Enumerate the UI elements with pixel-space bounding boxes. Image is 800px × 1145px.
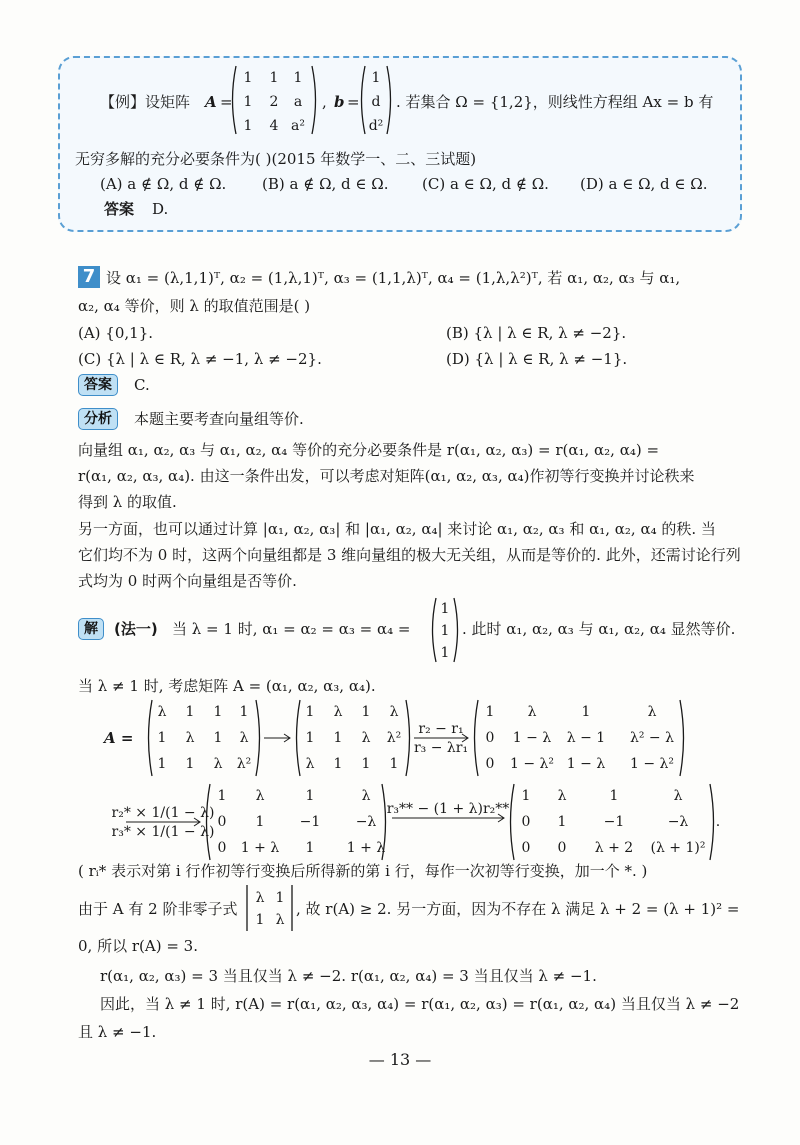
matrix-row-2 — [0, 778, 800, 868]
rank-line-1c: 0, 所以 r(A) = 3. — [78, 937, 198, 955]
matrix-label: A = — [104, 729, 134, 747]
matrix-right-paren — [406, 700, 410, 776]
option-d: (D) {λ | λ ∈ R, λ ≠ −1}. — [446, 350, 628, 368]
star-note: ( rᵢ* 表示对第 i 行作初等行变换后所得新的第 i 行，每作一次初等行变换，加一个 *. ) — [78, 862, 648, 880]
matrix-m3-cell: 1 − λ — [566, 756, 606, 772]
example-option-a: (A) a ∉ Ω, d ∉ Ω. — [100, 175, 227, 193]
analysis-p1-line3: 得到 λ 的取值. — [78, 493, 177, 511]
matrix-m3-cell: λ — [527, 704, 537, 720]
matrix-left-paren — [207, 784, 211, 860]
matrix-m3-cell: 1 − λ² — [509, 756, 555, 772]
analysis-p1-line2: r(α₁, α₂, α₃, α₄). 由这一条件出发，可以考虑对矩阵(α₁, α₂, α₃, α₄)作初等行变换并讨论秩来 — [78, 467, 695, 485]
rank-line-3b: 且 λ ≠ −1. — [78, 1023, 157, 1041]
answer-tag: 答案 — [78, 374, 118, 396]
matrix-m4-cell: 0 — [217, 840, 227, 856]
transform-op-top: r₂ − r₁ — [418, 721, 464, 737]
matrix-m3-cell: 0 — [485, 730, 495, 746]
matrix-m3-cell: λ² − λ — [630, 730, 674, 746]
matrix-m5-cell: λ — [673, 788, 683, 804]
matrix-m1-cell: 1 — [213, 704, 223, 720]
matrix-m2-cell: 1 — [333, 730, 343, 746]
minor-cell: 1 — [275, 890, 285, 906]
matrix-m3-cell: λ − 1 — [566, 730, 606, 746]
matrix-m4-cell: 0 — [217, 814, 227, 830]
minor-cell: 1 — [255, 912, 265, 928]
matrix-m4-cell: λ — [255, 788, 265, 804]
example-lead: 【例】设矩阵 — [100, 93, 191, 111]
matrix-m2-cell: 1 — [361, 704, 371, 720]
example-answer: D. — [152, 200, 169, 218]
example-matrix-A — [228, 62, 320, 138]
answer-text: C. — [134, 376, 150, 394]
matrix-m5-cell: 0 — [557, 840, 567, 856]
example-answer-label: 答案 — [104, 200, 135, 218]
matrix-m3-cell: λ — [647, 704, 657, 720]
matrix-m2-cell: 1 — [333, 756, 343, 772]
matrix-m2-cell: 1 — [389, 756, 399, 772]
problem-stem-2: α₂, α₄ 等价，则 λ 的取值范围是( ) — [78, 297, 311, 315]
matrix-m5-cell: 1 — [609, 788, 619, 804]
matrix-m1-cell: 1 — [213, 730, 223, 746]
example-condition: . 若集合 Ω = {1,2}，则线性方程组 Ax = b 有 — [396, 93, 714, 111]
example-A-cell: 1 — [293, 70, 303, 86]
matrix-m4-cell: 1 + λ — [346, 840, 386, 856]
matrix-m4-cell: 1 — [255, 814, 265, 830]
option-a: (A) {0,1}. — [78, 324, 154, 342]
analysis-text: 本题主要考查向量组等价. — [134, 410, 304, 428]
transform-op-top: r₂* × 1/(1 − λ) — [111, 805, 215, 821]
matrix-m2-cell: 1 — [305, 704, 315, 720]
matrix-m4-cell: 1 — [305, 840, 315, 856]
example-b-name: b — [334, 93, 345, 111]
page-number: — 13 — — [368, 1050, 432, 1069]
problem-stem-1: 设 α₁ = (λ,1,1)ᵀ, α₂ = (1,λ,1)ᵀ, α₃ = (1,1,λ)ᵀ, α₄ = (1,λ,λ²)ᵀ, 若 α₁, α₂, α₃ 与 α₁, — [106, 269, 681, 287]
option-b: (B) {λ | λ ∈ R, λ ≠ −2}. — [446, 324, 627, 342]
matrix-m3-cell: 1 — [581, 704, 591, 720]
example-b-cell: 1 — [371, 70, 381, 86]
matrix-m4-cell: 1 + λ — [240, 840, 280, 856]
matrix-right-paren — [256, 700, 260, 776]
option-c: (C) {λ | λ ∈ R, λ ≠ −1, λ ≠ −2}. — [78, 350, 322, 368]
matrix-m1-cell: 1 — [185, 756, 195, 772]
rank-line-2: r(α₁, α₂, α₃) = 3 当且仅当 λ ≠ −2. r(α₁, α₂, α₄) = 3 当且仅当 λ ≠ −1. — [100, 967, 597, 985]
solution-vector-cell: 1 — [440, 601, 450, 617]
example-A-cell: 1 — [269, 70, 279, 86]
matrix-left-paren — [475, 700, 479, 776]
rank-line-1b: , 故 r(A) ≥ 2. 另一方面，因为不存在 λ 满足 λ + 2 = (λ + 1)² = — [296, 900, 740, 918]
matrix-m5-cell: −1 — [603, 814, 625, 830]
rank-line-3a: 因此，当 λ ≠ 1 时, r(A) = r(α₁, α₂, α₃, α₄) = r(α₁, α₂, α₃) = r(α₁, α₂, α₄) 当且仅当 λ ≠ −2 — [100, 995, 740, 1013]
rank-line-1a: 由于 A 有 2 阶非零子式 — [78, 900, 238, 918]
matrix-left-paren — [149, 700, 153, 776]
solution-vector-cell: 1 — [440, 623, 450, 639]
analysis-p1-line1: 向量组 α₁, α₂, α₃ 与 α₁, α₂, α₄ 等价的充分必要条件是 r(α₁, α₂, α₃) = r(α₁, α₂, α₄) = — [78, 441, 660, 459]
minor-cell: λ — [255, 890, 265, 906]
example-vector-b — [357, 62, 395, 138]
matrix-m4-cell: λ — [361, 788, 371, 804]
matrix-left-paren — [511, 784, 515, 860]
minor-cell: λ — [275, 912, 285, 928]
example-A-cell: a — [293, 94, 303, 110]
matrix-m1-cell: λ — [157, 704, 167, 720]
solution-vector-cell: 1 — [440, 645, 450, 661]
solution-method: (法一) — [114, 620, 158, 638]
problem-number: 7 — [78, 266, 100, 288]
example-line2: 无穷多解的充分必要条件为( )(2015 年数学一、二、三试题) — [75, 150, 477, 168]
matrix-m1-cell: λ — [185, 730, 195, 746]
example-b-cell: d² — [368, 118, 384, 134]
example-A-cell: 1 — [243, 94, 253, 110]
example-option-d: (D) a ∈ Ω, d ∈ Ω. — [580, 175, 708, 193]
transform-op-bottom: r₃* × 1/(1 − λ) — [111, 824, 215, 840]
matrix-right-paren — [710, 784, 714, 860]
matrix-m1-cell: 1 — [239, 704, 249, 720]
transform-op-top: r₃** − (1 + λ)r₂** — [386, 801, 510, 817]
matrix-m4-cell: 1 — [217, 788, 227, 804]
example-A-cell: 1 — [243, 70, 253, 86]
example-A-name: A — [205, 93, 217, 111]
example-A-cell: 1 — [243, 118, 253, 134]
analysis-tag: 分析 — [78, 408, 118, 430]
matrix-m2-cell: λ² — [386, 730, 402, 746]
matrix-m2-cell: λ — [305, 756, 315, 772]
matrix-m4-cell: 1 — [305, 788, 315, 804]
case-lambda-ne-1: 当 λ ≠ 1 时, 考虑矩阵 A = (α₁, α₂, α₃, α₄). — [78, 677, 376, 695]
matrix-m5-cell: λ — [557, 788, 567, 804]
matrix-left-paren — [297, 700, 301, 776]
matrix-m1-cell: λ² — [236, 756, 252, 772]
matrix-m1-cell: 1 — [157, 730, 167, 746]
minor-determinant — [244, 882, 296, 934]
matrix-m5-cell: −λ — [667, 814, 689, 830]
matrix-m2-cell: λ — [389, 704, 399, 720]
matrix-m4-cell: −λ — [355, 814, 377, 830]
matrix-row-1 — [0, 694, 800, 784]
matrix-m5-cell: 1 — [521, 788, 531, 804]
example-option-c: (C) a ∈ Ω, d ∉ Ω. — [422, 175, 549, 193]
matrix-m2-cell: λ — [333, 704, 343, 720]
solution-text-2: . 此时 α₁, α₂, α₃ 与 α₁, α₂, α₄ 显然等价. — [462, 620, 736, 638]
matrix-right-paren — [680, 700, 684, 776]
matrix-m4-cell: −1 — [299, 814, 321, 830]
matrix-m5-cell: 0 — [521, 814, 531, 830]
example-b-cell: d — [371, 94, 381, 110]
solution-text-1: 当 λ = 1 时, α₁ = α₂ = α₃ = α₄ = — [172, 620, 411, 638]
matrix-m1-cell: 1 — [157, 756, 167, 772]
matrix-m1-cell: 1 — [185, 704, 195, 720]
matrix-m5-cell: λ + 2 — [594, 840, 634, 856]
solution-vector — [428, 594, 462, 666]
matrix-m2-cell: λ — [361, 730, 371, 746]
matrix-m1-cell: λ — [213, 756, 223, 772]
example-A-cell: 4 — [269, 118, 279, 134]
matrix-m5-cell: (λ + 1)² — [650, 840, 706, 856]
matrix-period: . — [715, 814, 721, 830]
matrix-m5-cell: 0 — [521, 840, 531, 856]
analysis-p2-line2: 它们均不为 0 时，这两个向量组都是 3 维向量组的极大无关组，从而是等价的. 此外，还需讨论行列 — [78, 546, 741, 564]
transform-op-bottom: r₃ − λr₁ — [413, 740, 469, 756]
matrix-m3-cell: 1 — [485, 704, 495, 720]
example-option-b: (B) a ∉ Ω, d ∈ Ω. — [262, 175, 389, 193]
matrix-m2-cell: 1 — [361, 756, 371, 772]
analysis-p2-line1: 另一方面，也可以通过计算 |α₁, α₂, α₃| 和 |α₁, α₂, α₄| 来讨论 α₁, α₂, α₃ 和 α₁, α₂, α₄ 的秩. 当 — [78, 520, 716, 538]
example-A-cell: 2 — [269, 94, 279, 110]
matrix-m3-cell: 0 — [485, 756, 495, 772]
matrix-m2-cell: 1 — [305, 730, 315, 746]
example-A-cell: a² — [291, 118, 305, 134]
matrix-m5-cell: 1 — [557, 814, 567, 830]
matrix-m3-cell: 1 − λ² — [629, 756, 675, 772]
matrix-m3-cell: 1 − λ — [512, 730, 552, 746]
matrix-m1-cell: λ — [239, 730, 249, 746]
solution-tag: 解 — [78, 618, 104, 640]
analysis-p2-line3: 式均为 0 时两个向量组是否等价. — [78, 572, 297, 590]
